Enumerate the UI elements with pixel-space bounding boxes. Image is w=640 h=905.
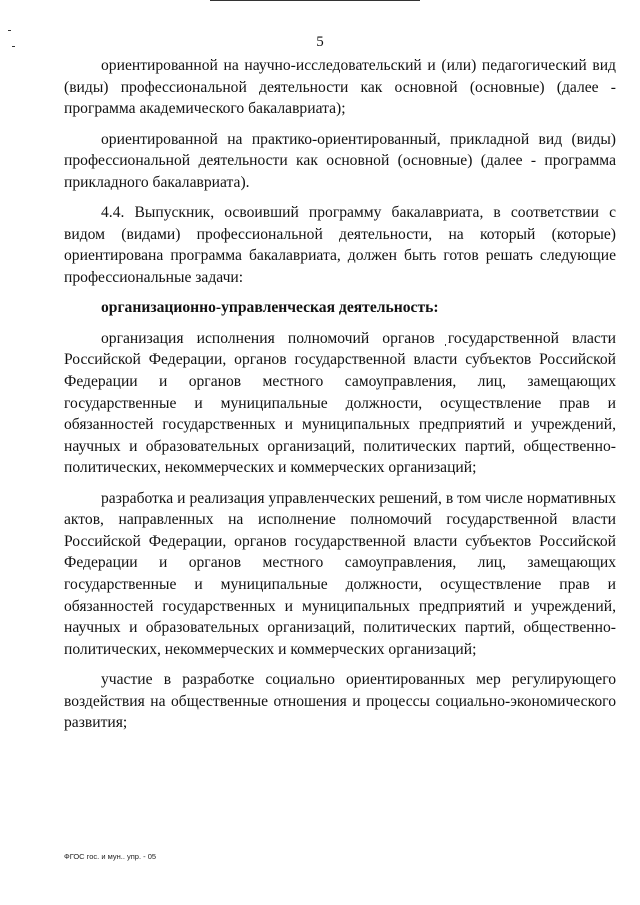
footer-document-code: ФГОС гос. и мун.. упр. - 05 [64,852,157,861]
scan-edge-line [210,0,420,1]
section-heading-management-activity: организационно-управленческая деятельность: [101,299,439,317]
paragraph-applied-bachelor: ориентированной на практико-ориентированный, прикладной вид (виды) профессиональной деятельности как основной (основные) (далее - программа прикладного бакалавриата). [64,130,616,191]
page-number: 5 [316,34,324,50]
document-body [64,55,616,743]
paragraph-organization-of-powers: организация исполнения полномочий органов государственной власти Российской Федерации, органов государственной власти субъектов Российской Федерации и органов местного самоуправления, лиц, замещающих государственные и муниципальные должности, осуществление прав и обязанностей государственных и муниципальных предприятий и учреждений, научных и образовательных организаций, политических партий, общественно-политических, некоммерческих и коммерческих организаций; [64,329,616,477]
scan-speck [8,30,11,31]
paragraph-management-decisions: разработка и реализация управленческих решений, в том числе нормативных актов, направленных на исполнение полномочий государственной власти Российской Федерации, органов государственной власти субъектов Российской Федерации и органов местного самоуправления, лиц, замещающих государственные и муниципальные должности, осуществление прав и обязанностей государственных и муниципальных предприятий и учреждений, научных и образовательных организаций, политических партий, общественно-политических, некоммерческих и коммерческих организаций; [64,489,616,658]
paragraph-graduate-tasks: 4.4. Выпускник, освоивший программу бакалавриата, в соответствии с видом (видами) профессиональной деятельности, на который (которые) ориентирована программа бакалавриата, должен быть готов решать следующие профессиональные задачи: [64,204,616,286]
paragraph-regulatory-measures: участие в разработке социально ориентированных мер регулирующего воздействия на общественные отношения и процессы социально-экономического развития; [64,671,616,732]
paragraph-academic-bachelor: ориентированной на научно-исследовательский и (или) педагогический вид (виды) профессиональной деятельности как основной (основные) (далее - программа академического бакалавриата); [64,57,616,118]
